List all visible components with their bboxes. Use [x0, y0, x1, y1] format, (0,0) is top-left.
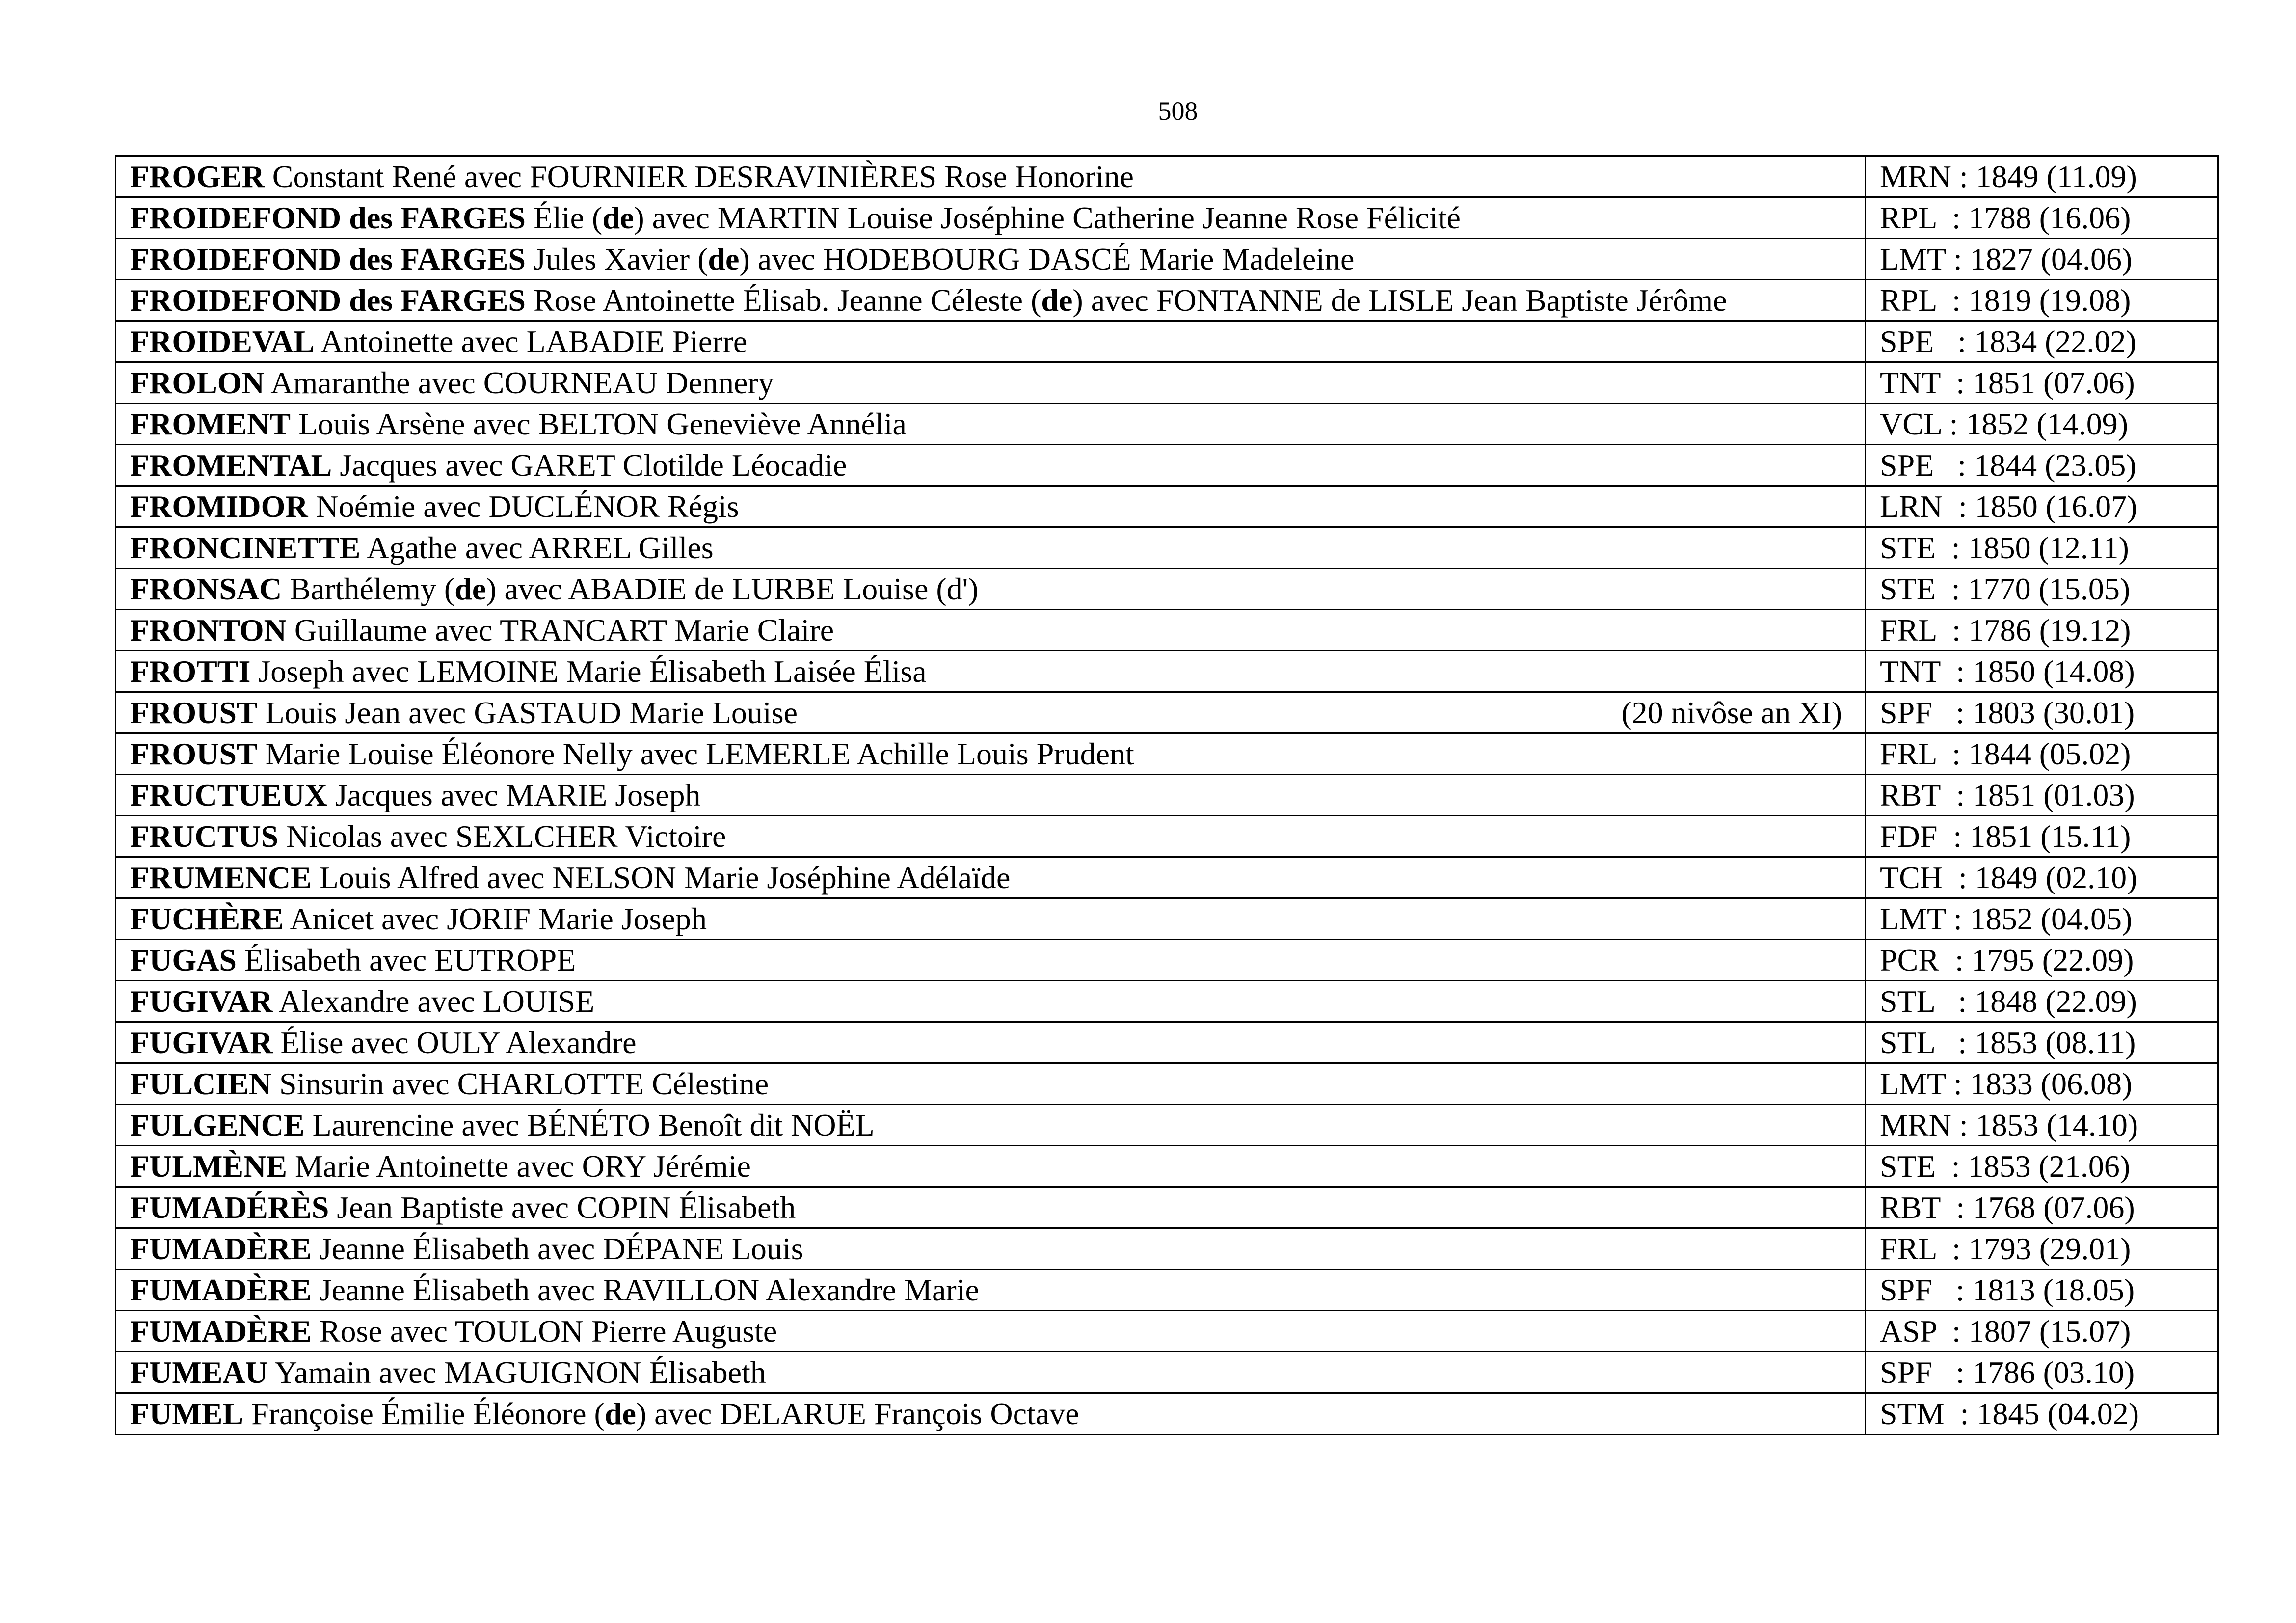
bold-name-segment: FRONTON	[130, 613, 287, 648]
spouses-cell	[116, 1105, 1866, 1146]
spouses-cell	[116, 775, 1866, 816]
spouses-cell-content	[130, 198, 1865, 238]
name-segment: ) avec ABADIE de LURBE Louise (d')	[486, 571, 979, 606]
bold-name-segment: FULMÈNE	[130, 1149, 287, 1184]
spouses-cell	[116, 1311, 1866, 1352]
parish-date-cell: PCR : 1795 (22.09)	[1866, 940, 2218, 981]
spouses-cell-content	[130, 734, 1865, 774]
bold-name-segment: FROTTI	[130, 654, 251, 689]
spouses-cell-content	[130, 157, 1865, 196]
name-segment: Louis Arsène avec BELTON Geneviève Annélia	[291, 406, 907, 441]
spouses-cell-content	[130, 940, 1865, 980]
table-row	[116, 1063, 2218, 1105]
spouses-cell-content	[130, 1311, 1865, 1351]
parish-date-cell: TNT : 1850 (14.08)	[1866, 651, 2218, 692]
spouses-cell-content	[130, 445, 1865, 485]
spouses-names	[130, 157, 1134, 196]
parish-date-cell: RPL : 1819 (19.08)	[1866, 280, 2218, 321]
name-segment: Jeanne Élisabeth avec RAVILLON Alexandre Marie	[311, 1272, 979, 1307]
parish-date-cell: LMT : 1833 (06.08)	[1866, 1063, 2218, 1105]
spouses-names	[130, 1105, 875, 1145]
spouses-cell-content	[130, 487, 1865, 526]
spouses-cell-content	[130, 363, 1865, 403]
name-segment: Jean Baptiste avec COPIN Élisabeth	[329, 1190, 796, 1225]
spouses-cell-content	[130, 610, 1865, 650]
table-row	[116, 1311, 2218, 1352]
spouses-names	[130, 487, 739, 526]
name-segment: Nicolas avec SEXLCHER Victoire	[278, 819, 726, 854]
table-row	[116, 1393, 2218, 1434]
name-segment: Alexandre avec LOUISE	[272, 984, 595, 1019]
marriage-registry-table	[115, 155, 2219, 1435]
table-row	[116, 1352, 2218, 1393]
spouses-cell	[116, 940, 1866, 981]
parish-date-cell: FRL : 1793 (29.01)	[1866, 1228, 2218, 1270]
spouses-cell	[116, 733, 1866, 775]
spouses-cell	[116, 197, 1866, 239]
spouses-names	[130, 1352, 766, 1392]
bold-name-segment: FUMADÈRE	[130, 1314, 312, 1349]
table-row	[116, 775, 2218, 816]
spouses-cell-content	[130, 528, 1865, 568]
name-segment: Jules Xavier (	[525, 242, 708, 276]
parish-date-cell: MRN : 1849 (11.09)	[1866, 156, 2218, 197]
name-segment: Louis Jean avec GASTAUD Marie Louise	[257, 695, 798, 730]
spouses-cell	[116, 1187, 1866, 1228]
parish-date-cell: ASP : 1807 (15.07)	[1866, 1311, 2218, 1352]
name-segment: ) avec DELARUE François Octave	[636, 1396, 1079, 1431]
bold-name-segment: FRONCINETTE	[130, 530, 361, 565]
parish-date-cell: VCL : 1852 (14.09)	[1866, 404, 2218, 445]
table-row	[116, 692, 2218, 733]
bold-name-segment: FROMENT	[130, 406, 291, 441]
bold-name-segment: FROUST	[130, 695, 258, 730]
name-segment: Constant René avec FOURNIER DESRAVINIÈRES Rose Honorine	[264, 159, 1134, 194]
spouses-names	[130, 1229, 803, 1269]
bold-name-segment: FROIDEFOND des FARGES	[130, 242, 526, 276]
bold-name-segment: de	[708, 242, 740, 276]
spouses-cell	[116, 692, 1866, 733]
name-segment: Anicet avec JORIF Marie Joseph	[283, 901, 707, 936]
spouses-names	[130, 528, 714, 568]
name-segment: Jacques avec MARIE Joseph	[327, 778, 701, 812]
bold-name-segment: FUGIVAR	[130, 984, 273, 1019]
spouses-cell	[116, 610, 1866, 651]
table-row	[116, 280, 2218, 321]
spouses-cell-content	[130, 651, 1865, 691]
spouses-names	[130, 239, 1354, 279]
name-segment: Françoise Émilie Éléonore (	[243, 1396, 605, 1431]
name-segment: ) avec FONTANNE de LISLE Jean Baptiste Jérôme	[1072, 283, 1727, 318]
spouses-cell-content	[130, 1394, 1865, 1434]
bold-name-segment: FULCIEN	[130, 1066, 272, 1101]
table-row	[116, 940, 2218, 981]
parish-date-cell: STE : 1770 (15.05)	[1866, 568, 2218, 610]
bold-name-segment: FROGER	[130, 159, 265, 194]
bold-name-segment: FUMADÉRÈS	[130, 1190, 329, 1225]
spouses-names	[130, 280, 1727, 320]
bold-name-segment: FRUCTUS	[130, 819, 279, 854]
bold-name-segment: FUMEL	[130, 1396, 244, 1431]
bold-name-segment: FUGIVAR	[130, 1025, 273, 1060]
spouses-cell	[116, 280, 1866, 321]
spouses-cell-content	[130, 981, 1865, 1021]
page-number: 508	[1158, 96, 1198, 126]
parish-date-cell: MRN : 1853 (14.10)	[1866, 1105, 2218, 1146]
spouses-cell-content	[130, 1023, 1865, 1062]
spouses-cell	[116, 898, 1866, 940]
spouses-names	[130, 1023, 637, 1062]
spouses-names	[130, 940, 576, 980]
bold-name-segment: FROLON	[130, 365, 265, 400]
table-row	[116, 610, 2218, 651]
name-segment: Joseph avec LEMOINE Marie Élisabeth Laisée Élisa	[250, 654, 927, 689]
bold-name-segment: de	[454, 571, 486, 606]
spouses-cell	[116, 321, 1866, 362]
parish-date-cell: TCH : 1849 (02.10)	[1866, 857, 2218, 898]
name-segment: Louis Alfred avec NELSON Marie Joséphine Adélaïde	[311, 860, 1011, 895]
parish-date-cell: LMT : 1852 (04.05)	[1866, 898, 2218, 940]
table-row	[116, 404, 2218, 445]
spouses-cell	[116, 1063, 1866, 1105]
spouses-names	[130, 1270, 979, 1310]
spouses-cell-content	[130, 899, 1865, 939]
spouses-cell	[116, 362, 1866, 404]
spouses-cell-content	[130, 1064, 1865, 1104]
spouses-cell	[116, 1270, 1866, 1311]
parish-date-cell: SPF : 1803 (30.01)	[1866, 692, 2218, 733]
spouses-cell-content	[130, 280, 1865, 320]
spouses-names	[130, 445, 847, 485]
spouses-cell-content	[130, 693, 1865, 732]
name-segment: ) avec MARTIN Louise Joséphine Catherine Jeanne Rose Félicité	[634, 200, 1461, 235]
table-row	[116, 445, 2218, 486]
parish-date-cell: RBT : 1851 (01.03)	[1866, 775, 2218, 816]
name-segment: Rose Antoinette Élisab. Jeanne Céleste (	[525, 283, 1041, 318]
parish-date-cell: SPE : 1834 (22.02)	[1866, 321, 2218, 362]
table-row	[116, 733, 2218, 775]
name-segment: Jacques avec GARET Clotilde Léocadie	[332, 448, 847, 483]
name-segment: Élise avec OULY Alexandre	[272, 1025, 637, 1060]
spouses-cell	[116, 486, 1866, 527]
name-segment: Laurencine avec BÉNÉTO Benoît dit NOËL	[304, 1108, 875, 1142]
bold-name-segment: FRUMENCE	[130, 860, 312, 895]
parish-date-cell: FRL : 1844 (05.02)	[1866, 733, 2218, 775]
spouses-cell	[116, 527, 1866, 568]
name-segment: Guillaume avec TRANCART Marie Claire	[286, 613, 834, 648]
bold-name-segment: de	[604, 1396, 636, 1431]
name-segment: Sinsurin avec CHARLOTTE Célestine	[271, 1066, 769, 1101]
bold-name-segment: FRONSAC	[130, 571, 282, 606]
parish-date-cell: STL : 1848 (22.09)	[1866, 981, 2218, 1022]
spouses-names	[130, 363, 774, 403]
name-segment: Noémie avec DUCLÉNOR Régis	[308, 489, 739, 524]
spouses-cell	[116, 857, 1866, 898]
table-row	[116, 857, 2218, 898]
parish-date-cell: RPL : 1788 (16.06)	[1866, 197, 2218, 239]
bold-name-segment: FUMADÈRE	[130, 1231, 312, 1266]
bold-name-segment: FUCHÈRE	[130, 901, 284, 936]
bold-name-segment: FROIDEFOND des FARGES	[130, 200, 526, 235]
bold-name-segment: FROIDEVAL	[130, 324, 315, 359]
bold-name-segment: FROMENTAL	[130, 448, 332, 483]
spouses-names	[130, 1064, 769, 1104]
spouses-cell	[116, 1022, 1866, 1063]
spouses-cell-content	[130, 816, 1865, 856]
name-segment: Élie (	[525, 200, 603, 235]
bold-name-segment: de	[1041, 283, 1073, 318]
bold-name-segment: FULGENCE	[130, 1108, 305, 1142]
spouses-cell-content	[130, 404, 1865, 444]
table-row	[116, 898, 2218, 940]
name-segment: Rose avec TOULON Pierre Auguste	[311, 1314, 777, 1349]
spouses-cell	[116, 816, 1866, 857]
spouses-cell	[116, 1146, 1866, 1187]
spouses-cell	[116, 404, 1866, 445]
name-segment: Barthélemy (	[282, 571, 455, 606]
table-row	[116, 156, 2218, 197]
bold-name-segment: de	[602, 200, 634, 235]
table-row	[116, 1228, 2218, 1270]
table-row	[116, 981, 2218, 1022]
spouses-cell	[116, 1393, 1866, 1434]
name-segment: Élisabeth avec EUTROPE	[236, 943, 576, 977]
parish-date-cell: SPF : 1813 (18.05)	[1866, 1270, 2218, 1311]
table-row	[116, 486, 2218, 527]
spouses-cell-content	[130, 239, 1865, 279]
spouses-names	[130, 775, 700, 815]
name-segment: Antoinette avec LABADIE Pierre	[314, 324, 748, 359]
bold-name-segment: FROUST	[130, 736, 258, 771]
parish-date-cell: SPF : 1786 (03.10)	[1866, 1352, 2218, 1393]
table-row	[116, 239, 2218, 280]
spouses-names	[130, 651, 927, 691]
spouses-cell	[116, 1352, 1866, 1393]
parish-date-cell: FRL : 1786 (19.12)	[1866, 610, 2218, 651]
table-row	[116, 1105, 2218, 1146]
spouses-cell-content	[130, 858, 1865, 897]
table-row	[116, 1022, 2218, 1063]
spouses-names	[130, 899, 707, 939]
parish-date-cell: FDF : 1851 (15.11)	[1866, 816, 2218, 857]
spouses-cell-content	[130, 775, 1865, 815]
name-segment: Marie Louise Éléonore Nelly avec LEMERLE Achille Louis Prudent	[257, 736, 1134, 771]
spouses-names	[130, 693, 798, 732]
spouses-cell-content	[130, 1270, 1865, 1310]
spouses-cell-content	[130, 1105, 1865, 1145]
spouses-names	[130, 858, 1010, 897]
spouses-cell-content	[130, 569, 1865, 609]
spouses-cell	[116, 1228, 1866, 1270]
spouses-names	[130, 981, 594, 1021]
table-row	[116, 197, 2218, 239]
parish-date-cell: STE : 1850 (12.11)	[1866, 527, 2218, 568]
bold-name-segment: FUMEAU	[130, 1355, 268, 1390]
spouses-cell	[116, 651, 1866, 692]
table-row	[116, 321, 2218, 362]
bold-name-segment: FUMADÈRE	[130, 1272, 312, 1307]
table-row	[116, 816, 2218, 857]
parish-date-cell: STE : 1853 (21.06)	[1866, 1146, 2218, 1187]
parish-date-cell: LMT : 1827 (04.06)	[1866, 239, 2218, 280]
table-row	[116, 1270, 2218, 1311]
name-segment: Yamain avec MAGUIGNON Élisabeth	[267, 1355, 766, 1390]
parish-date-cell: TNT : 1851 (07.06)	[1866, 362, 2218, 404]
spouses-cell-content	[130, 1352, 1865, 1392]
spouses-cell	[116, 445, 1866, 486]
name-segment: Amaranthe avec COURNEAU Dennery	[264, 365, 774, 400]
spouses-names	[130, 404, 907, 444]
spouses-names	[130, 816, 726, 856]
bold-name-segment: FROMIDOR	[130, 489, 308, 524]
bold-name-segment: FRUCTUEUX	[130, 778, 327, 812]
spouses-cell	[116, 981, 1866, 1022]
table-row	[116, 1146, 2218, 1187]
parish-date-cell: STM : 1845 (04.02)	[1866, 1393, 2218, 1434]
spouses-cell-content	[130, 1229, 1865, 1269]
spouses-names	[130, 569, 979, 609]
spouses-names	[130, 1394, 1079, 1434]
table-row	[116, 527, 2218, 568]
spouses-cell-content	[130, 1188, 1865, 1227]
parish-date-cell: STL : 1853 (08.11)	[1866, 1022, 2218, 1063]
spouses-cell-content	[130, 1146, 1865, 1186]
spouses-names	[130, 1311, 777, 1351]
date-note: (20 nivôse an XI)	[1621, 695, 1842, 730]
name-segment: Agathe avec ARREL Gilles	[360, 530, 714, 565]
bold-name-segment: FROIDEFOND des FARGES	[130, 283, 526, 318]
spouses-names	[130, 1146, 751, 1186]
table-row	[116, 568, 2218, 610]
spouses-cell	[116, 239, 1866, 280]
spouses-cell	[116, 568, 1866, 610]
table-row	[116, 362, 2218, 404]
spouses-names	[130, 610, 834, 650]
name-segment: Jeanne Élisabeth avec DÉPANE Louis	[311, 1231, 803, 1266]
spouses-names	[130, 198, 1461, 238]
table-row	[116, 651, 2218, 692]
spouses-names	[130, 322, 747, 361]
parish-date-cell: RBT : 1768 (07.06)	[1866, 1187, 2218, 1228]
spouses-cell	[116, 156, 1866, 197]
spouses-names	[130, 1188, 796, 1227]
table-row	[116, 1187, 2218, 1228]
name-segment: ) avec HODEBOURG DASCÉ Marie Madeleine	[739, 242, 1355, 276]
spouses-names	[130, 734, 1134, 774]
spouses-cell-content	[130, 322, 1865, 361]
bold-name-segment: FUGAS	[130, 943, 237, 977]
parish-date-cell: SPE : 1844 (23.05)	[1866, 445, 2218, 486]
parish-date-cell: LRN : 1850 (16.07)	[1866, 486, 2218, 527]
registry-body	[116, 156, 2218, 1434]
name-segment: Marie Antoinette avec ORY Jérémie	[287, 1149, 751, 1184]
